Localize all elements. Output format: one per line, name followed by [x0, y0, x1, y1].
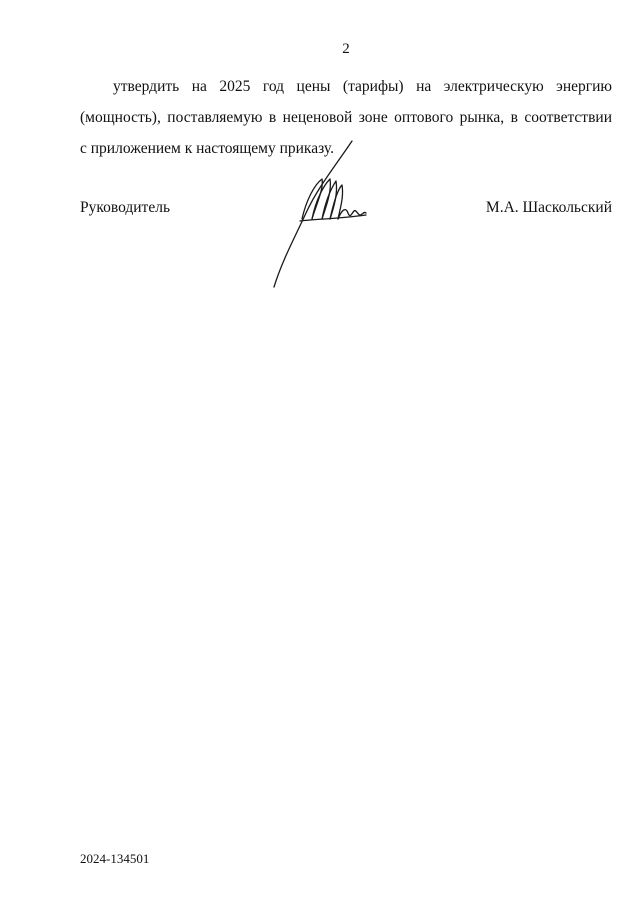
- body-line-3: с приложением к настоящему приказу.: [80, 140, 334, 157]
- body-line-2: (мощность), поставляемую в неценовой зоне оптового рынка, в соответствии: [80, 109, 612, 126]
- body-line-1: утвердить на 2025 год цены (тарифы) на электрическую энергию: [113, 78, 612, 95]
- document-registration-number: 2024-134501: [80, 851, 150, 866]
- page-number: 2: [342, 41, 350, 57]
- signatory-title: Руководитель: [80, 199, 171, 216]
- handwritten-signature: [266, 135, 370, 291]
- signatory-name: М.А. Шаскольский: [485, 199, 612, 216]
